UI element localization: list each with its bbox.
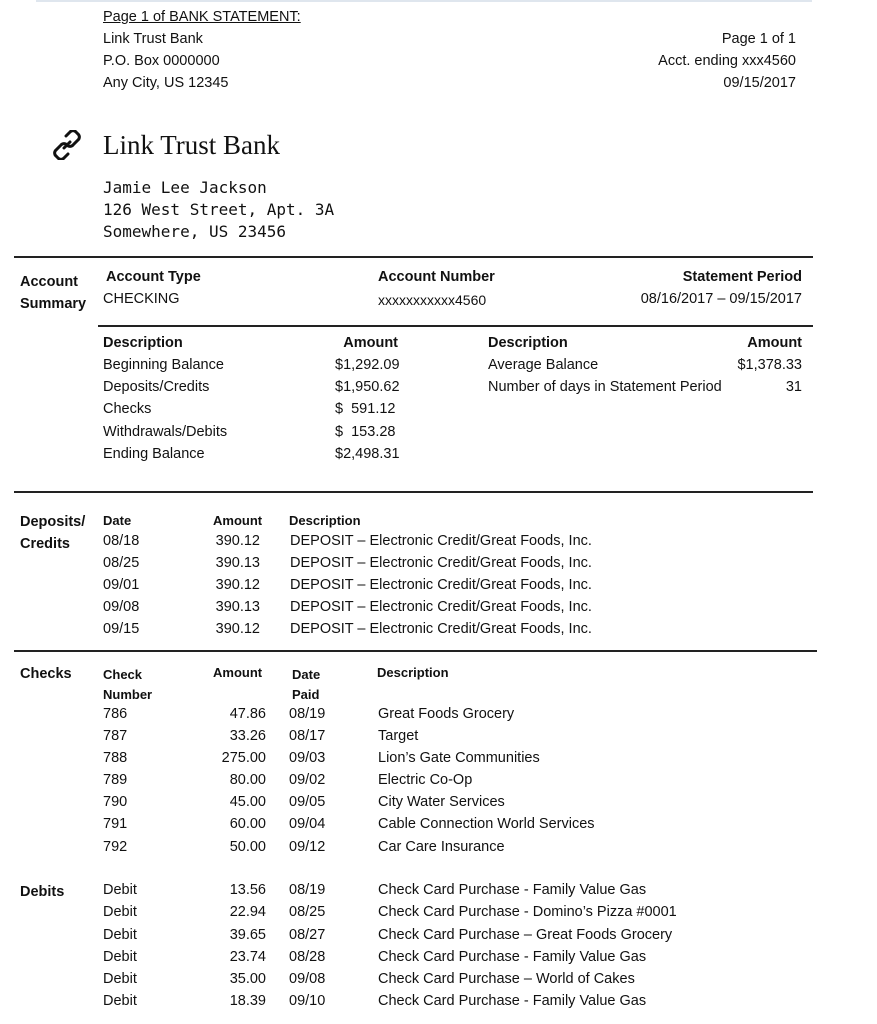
- page-indicator: Page 1 of 1: [721, 31, 796, 47]
- debit-amount: 22.94: [229, 904, 266, 920]
- debit-amount: 39.65: [229, 927, 266, 943]
- balance-amount: $ 591.12: [335, 401, 396, 417]
- section-label-debits: Debits: [20, 884, 65, 900]
- balance-amount: $1,292.09: [335, 357, 400, 373]
- divider: [98, 325, 813, 327]
- debit-date: 08/19: [289, 882, 326, 898]
- debit-desc: Check Card Purchase - Family Value Gas: [378, 949, 647, 965]
- check-date: 09/02: [289, 772, 326, 788]
- debit-type: Debit: [103, 904, 137, 920]
- section-label-checks: Checks: [20, 666, 72, 682]
- check-date: 08/19: [289, 706, 326, 722]
- bank-address-line2: Any City, US 12345: [103, 75, 229, 91]
- deposit-date: 09/01: [103, 577, 140, 593]
- deposit-amount: 390.12: [215, 621, 260, 637]
- check-number: 787: [103, 728, 128, 744]
- deposit-amount: 390.13: [215, 555, 260, 571]
- balance-amount: $1,950.62: [335, 379, 400, 395]
- summary-amount: $1,378.33: [737, 357, 802, 373]
- check-number: 789: [103, 772, 128, 788]
- check-date: 09/04: [289, 816, 326, 832]
- deposit-date: 09/08: [103, 599, 140, 615]
- balance-desc: Beginning Balance: [103, 357, 224, 373]
- check-number: 786: [103, 706, 128, 722]
- check-desc: Car Care Insurance: [378, 839, 505, 855]
- deposit-amount: 390.12: [215, 533, 260, 549]
- deposit-amount: 390.13: [215, 599, 260, 615]
- check-desc: City Water Services: [378, 794, 505, 810]
- check-date-header: Date Paid: [292, 667, 321, 702]
- debit-amount: 23.74: [229, 949, 266, 965]
- balance-amount: $ 153.28: [335, 424, 396, 440]
- check-desc: Lion’s Gate Communities: [378, 750, 540, 766]
- debit-date: 08/25: [289, 904, 326, 920]
- statement-date: 09/15/2017: [723, 75, 796, 91]
- debit-type: Debit: [103, 993, 137, 1009]
- logo-bank-name: Link Trust Bank: [103, 130, 281, 160]
- balance-amount: $2,498.31: [335, 446, 400, 462]
- customer-name: Jamie Lee Jackson: [103, 178, 267, 197]
- debit-date: 09/08: [289, 971, 326, 987]
- balance-desc-header: Description: [103, 335, 183, 351]
- deposit-desc: DEPOSIT – Electronic Credit/Great Foods, Inc.: [290, 533, 592, 549]
- check-desc: Target: [378, 728, 419, 744]
- debit-desc: Check Card Purchase - Family Value Gas: [378, 993, 647, 1009]
- section-label-account-summary: Account Summary: [20, 274, 87, 312]
- deposit-date: 08/25: [103, 555, 140, 571]
- divider: [14, 491, 813, 493]
- deposit-desc: DEPOSIT – Electronic Credit/Great Foods, Inc.: [290, 577, 592, 593]
- section-label-deposits: Deposits/ Credits: [20, 514, 86, 552]
- check-amount: 60.00: [229, 816, 266, 832]
- check-amount: 47.86: [229, 706, 266, 722]
- check-amount: 275.00: [221, 750, 266, 766]
- statement-period-value: 08/16/2017 – 09/15/2017: [640, 291, 802, 307]
- bank-name: Link Trust Bank: [103, 31, 203, 47]
- balance-desc: Deposits/Credits: [103, 379, 210, 395]
- debit-date: 09/10: [289, 993, 326, 1009]
- deposit-date: 09/15: [103, 621, 140, 637]
- check-number: 792: [103, 839, 128, 855]
- check-date: 08/17: [289, 728, 326, 744]
- link-icon: [52, 130, 82, 160]
- account-type-header: Account Type: [106, 269, 201, 285]
- deposit-amount: 390.12: [215, 577, 260, 593]
- check-desc: Cable Connection World Services: [378, 816, 595, 832]
- account-number-value: xxxxxxxxxxx4560: [378, 292, 487, 308]
- debit-type: Debit: [103, 927, 137, 943]
- check-amount: 45.00: [229, 794, 266, 810]
- customer-address-line2: Somewhere, US 23456: [103, 222, 287, 241]
- bank-address-line1: P.O. Box 0000000: [103, 53, 220, 69]
- debit-desc: Check Card Purchase - Family Value Gas: [378, 882, 647, 898]
- deposit-amount-header: Amount: [213, 513, 263, 528]
- statement-title: Page 1 of BANK STATEMENT:: [103, 9, 301, 25]
- summary-desc-header: Description: [488, 335, 568, 351]
- summary-desc: Average Balance: [488, 357, 599, 373]
- check-date: 09/12: [289, 839, 326, 855]
- debit-date: 08/28: [289, 949, 326, 965]
- divider: [14, 650, 817, 652]
- balance-amount-header: Amount: [343, 335, 398, 351]
- account-type-value: CHECKING: [103, 291, 180, 307]
- check-amount-header: Amount: [213, 665, 263, 680]
- summary-amount-header: Amount: [747, 335, 802, 351]
- deposit-date: 08/18: [103, 533, 140, 549]
- check-date: 09/03: [289, 750, 326, 766]
- debit-type: Debit: [103, 971, 137, 987]
- deposit-desc: DEPOSIT – Electronic Credit/Great Foods, Inc.: [290, 621, 592, 637]
- debit-desc: Check Card Purchase – World of Cakes: [378, 971, 635, 987]
- balance-desc: Checks: [103, 401, 152, 417]
- check-number: 791: [103, 816, 128, 832]
- account-number-header: Account Number: [378, 269, 495, 285]
- check-number: 788: [103, 750, 128, 766]
- check-desc-header: Description: [377, 665, 449, 680]
- deposit-date-header: Date: [103, 513, 132, 528]
- customer-address-line1: 126 West Street, Apt. 3A: [103, 200, 335, 219]
- check-amount: 80.00: [229, 772, 266, 788]
- deposit-desc: DEPOSIT – Electronic Credit/Great Foods, Inc.: [290, 555, 592, 571]
- statement-period-header: Statement Period: [682, 269, 802, 285]
- account-ending: Acct. ending xxx4560: [658, 53, 796, 69]
- top-border: [36, 0, 812, 2]
- balance-desc: Ending Balance: [103, 446, 205, 462]
- deposit-desc-header: Description: [289, 513, 361, 528]
- debit-desc: Check Card Purchase – Great Foods Grocery: [378, 927, 673, 943]
- divider: [14, 256, 813, 258]
- debit-type: Debit: [103, 949, 137, 965]
- check-number-header: Check Number: [103, 667, 153, 702]
- summary-desc: Number of days in Statement Period: [488, 379, 722, 395]
- summary-amount: 31: [785, 379, 802, 395]
- debit-date: 08/27: [289, 927, 326, 943]
- check-amount: 50.00: [229, 839, 266, 855]
- check-date: 09/05: [289, 794, 326, 810]
- deposit-desc: DEPOSIT – Electronic Credit/Great Foods, Inc.: [290, 599, 592, 615]
- check-amount: 33.26: [229, 728, 266, 744]
- debit-desc: Check Card Purchase - Domino’s Pizza #0001: [378, 904, 677, 920]
- debit-amount: 18.39: [229, 993, 266, 1009]
- debit-amount: 35.00: [229, 971, 266, 987]
- debit-type: Debit: [103, 882, 137, 898]
- balance-desc: Withdrawals/Debits: [103, 424, 228, 440]
- check-number: 790: [103, 794, 128, 810]
- check-desc: Great Foods Grocery: [378, 706, 515, 722]
- check-desc: Electric Co-Op: [378, 772, 473, 788]
- debit-amount: 13.56: [229, 882, 266, 898]
